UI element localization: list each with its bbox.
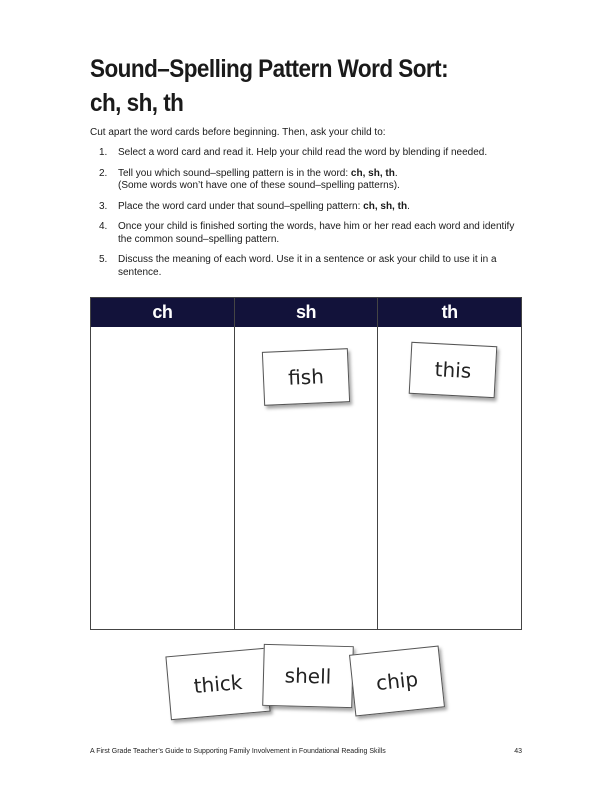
column-ch <box>91 298 235 629</box>
word-card-chip[interactable]: chip <box>349 645 445 716</box>
title-line-2: ch, sh, th <box>90 89 184 117</box>
step-number: 4. <box>99 221 108 232</box>
step-bold-patterns: ch, sh, th <box>363 200 408 212</box>
step-bold-patterns: ch, sh, th <box>350 167 395 179</box>
page-title <box>90 52 504 120</box>
page-number: 43 <box>514 748 522 755</box>
column-header-sh: sh <box>235 298 378 327</box>
word-sort-table <box>90 297 522 630</box>
step-item <box>90 201 530 214</box>
column-sh <box>235 298 379 629</box>
instruction-list <box>90 147 530 287</box>
column-th <box>378 298 521 629</box>
step-text: Discuss the meaning of each word. Use it in a sentence or ask your child to use it in a sentence. <box>118 254 497 278</box>
step-text: Tell you which sound–spelling pattern is in the word: <box>118 167 351 179</box>
step-item <box>90 221 530 246</box>
column-header-th: th <box>378 298 521 327</box>
step-text: Once your child is finished sorting the words, have him or her read each word and identify the common sound–spelling pattern. <box>118 221 515 245</box>
step-number: 2. <box>99 167 108 179</box>
footer-text: A First Grade Teacher’s Guide to Supporting Family Involvement in Foundational Reading Skills <box>90 748 386 755</box>
step-number: 1. <box>99 147 108 158</box>
step-text-end: . <box>407 200 410 212</box>
column-header-ch: ch <box>91 298 234 327</box>
step-item <box>90 254 530 279</box>
step-text: Select a word card and read it. Help your child read the word by blending if needed. <box>118 147 488 158</box>
title-line-1: Sound–Spelling Pattern Word Sort: <box>90 55 449 83</box>
step-number: 5. <box>99 254 108 265</box>
step-text-end: . <box>394 167 398 179</box>
step-number: 3. <box>99 200 108 212</box>
intro-text: Cut apart the word cards before beginning. Then, ask your child to: <box>90 127 386 138</box>
step-text: Place the word card under that sound–spelling pattern: <box>118 200 364 212</box>
step-note: (Some words won’t have one of these sound–spelling patterns). <box>118 180 400 191</box>
word-card-fish[interactable]: fish <box>262 348 350 406</box>
word-card-thick[interactable]: thick <box>165 648 270 720</box>
word-card-this[interactable]: this <box>409 342 498 398</box>
word-card-shell[interactable]: shell <box>262 644 354 708</box>
step-item <box>90 168 530 193</box>
step-item <box>90 147 530 160</box>
